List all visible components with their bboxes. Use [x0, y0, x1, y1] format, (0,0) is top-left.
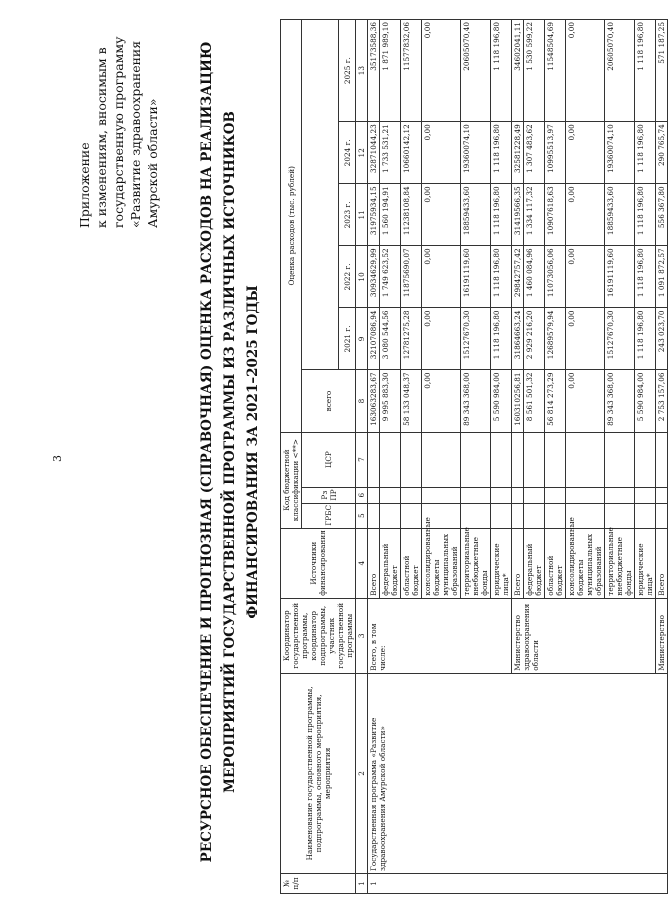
- column-number-cell: 3: [356, 598, 368, 673]
- csr-cell: [380, 432, 401, 487]
- value-cell: 15127670,30: [605, 308, 635, 370]
- coordinator-cell: Министерство: [656, 598, 668, 673]
- rz-cell: [491, 487, 512, 503]
- value-cell: 32107086,94: [368, 308, 380, 370]
- value-cell: 9 995 883,30: [380, 370, 401, 432]
- program-name-cell: Государственная программа «Развитие здравоохранения Амурской области»: [368, 673, 668, 873]
- value-cell: 1 118 196,80: [635, 246, 656, 308]
- rz-cell: [656, 487, 668, 503]
- document-title: [196, 10, 265, 894]
- rz-cell: [524, 487, 545, 503]
- csr-cell: [605, 432, 635, 487]
- value-cell: 3 080 544,56: [380, 308, 401, 370]
- value-cell: 16191119,60: [461, 246, 491, 308]
- column-number-cell: 4: [356, 528, 368, 598]
- value-cell: 31975934,15: [368, 184, 380, 246]
- value-cell: 0,00: [422, 20, 461, 122]
- rz-cell: [380, 487, 401, 503]
- value-cell: 31864663,24: [512, 308, 524, 370]
- coordinator-cell: Министерство здравоохранения области: [512, 598, 656, 673]
- source-cell: территориальные внебюджетные фонды: [605, 528, 635, 598]
- csr-cell: [422, 432, 461, 487]
- column-number-cell: 7: [356, 432, 368, 487]
- header-year: 2022 г.: [339, 246, 356, 308]
- header-coordinator: Координатор государственной программы, координатор подпрограммы, участник государственной программы: [281, 598, 356, 673]
- coordinator-cell: Всего, в том числе:: [368, 598, 512, 673]
- rz-cell: [566, 487, 605, 503]
- value-cell: 32581228,49: [512, 122, 524, 184]
- rz-cell: [368, 487, 380, 503]
- value-cell: 1 118 196,80: [635, 184, 656, 246]
- grbs-cell: [656, 503, 668, 528]
- rz-cell: [635, 487, 656, 503]
- value-cell: 1 118 196,80: [491, 308, 512, 370]
- value-cell: 11548504,69: [545, 20, 566, 122]
- appendix-line: к изменениям, вносимым в: [94, 47, 109, 228]
- value-cell: 1 530 599,22: [524, 20, 545, 122]
- value-cell: 0,00: [422, 370, 461, 432]
- value-cell: 18859433,60: [461, 184, 491, 246]
- appendix-line: государственную программу: [111, 36, 126, 228]
- value-cell: 1 118 196,80: [491, 184, 512, 246]
- value-cell: 556 367,80: [656, 184, 668, 246]
- value-cell: 0,00: [566, 308, 605, 370]
- value-cell: 0,00: [566, 20, 605, 122]
- column-number-cell: 12: [356, 122, 368, 184]
- value-cell: 1 307 483,62: [524, 122, 545, 184]
- value-cell: 8 561 501,32: [524, 370, 545, 432]
- rz-cell: [512, 487, 524, 503]
- value-cell: 290 765,74: [656, 122, 668, 184]
- value-cell: 20605070,40: [461, 20, 491, 122]
- source-cell: федеральный бюджет: [524, 528, 545, 598]
- column-number-cell: 9: [356, 308, 368, 370]
- column-number-cell: 5: [356, 503, 368, 528]
- value-cell: 10660142,12: [401, 122, 422, 184]
- value-cell: 1 871 989,10: [380, 20, 401, 122]
- header-grbs: ГРБС: [302, 503, 356, 528]
- header-rz: Рз ПР: [302, 487, 356, 503]
- rz-cell: [545, 487, 566, 503]
- appendix-line: «Развитие здравоохранения: [128, 40, 143, 228]
- value-cell: 11577832,06: [401, 20, 422, 122]
- appendix-line: Амурской области»: [145, 98, 160, 228]
- value-cell: 29842757,42: [512, 246, 524, 308]
- value-cell: 0,00: [422, 246, 461, 308]
- column-number-cell: 2: [356, 673, 368, 873]
- source-cell: федеральный бюджет: [380, 528, 401, 598]
- value-cell: 1 118 196,80: [635, 122, 656, 184]
- column-number-cell: 8: [356, 370, 368, 432]
- table-row: [368, 20, 380, 894]
- value-cell: 1 334 117,32: [524, 184, 545, 246]
- value-cell: 11238108,84: [401, 184, 422, 246]
- grbs-cell: [512, 503, 524, 528]
- value-cell: 2 753 157,06: [656, 370, 668, 432]
- value-cell: 1 460 084,96: [524, 246, 545, 308]
- source-cell: Всего: [368, 528, 380, 598]
- value-cell: 0,00: [566, 246, 605, 308]
- csr-cell: [461, 432, 491, 487]
- value-cell: 0,00: [566, 370, 605, 432]
- row-num-cell: 1: [368, 873, 668, 893]
- value-cell: 89 343 368,00: [461, 370, 491, 432]
- value-cell: 160310256,81: [512, 370, 524, 432]
- grbs-cell: [491, 503, 512, 528]
- rz-cell: [401, 487, 422, 503]
- column-number-row: [356, 20, 368, 894]
- rz-cell: [422, 487, 461, 503]
- value-cell: 35173588,36: [368, 20, 380, 122]
- value-cell: 0,00: [422, 308, 461, 370]
- value-cell: 163063283,67: [368, 370, 380, 432]
- value-cell: 31419566,35: [512, 184, 524, 246]
- value-cell: 0,00: [566, 184, 605, 246]
- source-cell: консолидированные бюджеты муниципальных образований: [566, 528, 605, 598]
- value-cell: 0,00: [566, 122, 605, 184]
- column-number-cell: 10: [356, 246, 368, 308]
- value-cell: 571 187,25: [656, 20, 668, 122]
- source-cell: территориальные внебюджетные фонды: [461, 528, 491, 598]
- header-year: 2025 г.: [339, 20, 356, 122]
- column-number-cell: 13: [356, 20, 368, 122]
- appendix-line: Приложение: [77, 142, 92, 228]
- source-cell: областной бюджет: [545, 528, 566, 598]
- column-number-cell: 11: [356, 184, 368, 246]
- title-line: ФИНАНСИРОВАНИЯ ЗА 2021–2025 ГОДЫ: [245, 285, 261, 619]
- grbs-cell: [380, 503, 401, 528]
- value-cell: 20605070,40: [605, 20, 635, 122]
- value-cell: 1 749 623,52: [380, 246, 401, 308]
- header-estimate: Оценка расходов (тыс. рублей): [281, 20, 302, 433]
- source-cell: консолидированные бюджеты муниципальных образований: [422, 528, 461, 598]
- value-cell: 11073056,06: [545, 246, 566, 308]
- value-cell: 1 118 196,80: [491, 246, 512, 308]
- header-year: 2023 г.: [339, 184, 356, 246]
- grbs-cell: [461, 503, 491, 528]
- csr-cell: [512, 432, 524, 487]
- source-cell: Всего: [656, 528, 668, 598]
- title-line: МЕРОПРИЯТИЙ ГОСУДАРСТВЕННОЙ ПРОГРАММЫ ИЗ РАЗЛИЧНЫХ ИСТОЧНИКОВ: [222, 111, 238, 793]
- grbs-cell: [635, 503, 656, 528]
- value-cell: 1 091 872,57: [656, 246, 668, 308]
- csr-cell: [401, 432, 422, 487]
- header-num: № п/п: [281, 873, 356, 893]
- source-cell: юридические лица*: [491, 528, 512, 598]
- column-number-cell: 1: [356, 873, 368, 893]
- header-name: Наименование государственной программы, подпрограммы, основного мероприятия, мероприятия: [281, 673, 356, 873]
- value-cell: 56 814 273,29: [545, 370, 566, 432]
- rz-cell: [461, 487, 491, 503]
- header-year: 2021 г.: [339, 308, 356, 370]
- csr-cell: [524, 432, 545, 487]
- source-cell: Всего: [512, 528, 524, 598]
- csr-cell: [635, 432, 656, 487]
- value-cell: 1 560 194,91: [380, 184, 401, 246]
- rz-cell: [605, 487, 635, 503]
- source-cell: юридические лица*: [635, 528, 656, 598]
- csr-cell: [368, 432, 380, 487]
- value-cell: 1 733 531,21: [380, 122, 401, 184]
- csr-cell: [545, 432, 566, 487]
- column-number-cell: 6: [356, 487, 368, 503]
- source-cell: областной бюджет: [401, 528, 422, 598]
- header-csr: ЦСР: [302, 432, 356, 487]
- title-line: РЕСУРСНОЕ ОБЕСПЕЧЕНИЕ И ПРОГНОЗНАЯ (СПРАВОЧНАЯ) ОЦЕНКА РАСХОДОВ НА РЕАЛИЗАЦИЮ: [199, 41, 215, 863]
- grbs-cell: [605, 503, 635, 528]
- header-source: Источники финансирования: [281, 528, 356, 598]
- value-cell: 1 118 196,80: [491, 20, 512, 122]
- page-number: 3: [51, 455, 64, 462]
- value-cell: 0,00: [422, 184, 461, 246]
- grbs-cell: [545, 503, 566, 528]
- value-cell: 2 929 216,20: [524, 308, 545, 370]
- value-cell: 18859433,60: [605, 184, 635, 246]
- csr-cell: [566, 432, 605, 487]
- value-cell: 1 118 196,80: [635, 308, 656, 370]
- value-cell: 16191119,60: [605, 246, 635, 308]
- value-cell: 1 118 196,80: [491, 122, 512, 184]
- value-cell: 34602041,11: [512, 20, 524, 122]
- value-cell: 10907618,63: [545, 184, 566, 246]
- value-cell: 19360074,10: [605, 122, 635, 184]
- value-cell: 12781275,28: [401, 308, 422, 370]
- appendix-note: [76, 37, 161, 228]
- header-years: [302, 20, 339, 371]
- value-cell: 32871044,23: [368, 122, 380, 184]
- value-cell: 30934629,99: [368, 246, 380, 308]
- value-cell: 0,00: [422, 122, 461, 184]
- value-cell: 1 118 196,80: [635, 20, 656, 122]
- grbs-cell: [524, 503, 545, 528]
- value-cell: 10995513,97: [545, 122, 566, 184]
- value-cell: 89 343 368,00: [605, 370, 635, 432]
- header-budget-code: Код бюджетной классификации <**>: [281, 432, 302, 528]
- value-cell: 11875690,07: [401, 246, 422, 308]
- value-cell: 12689579,94: [545, 308, 566, 370]
- csr-cell: [656, 432, 668, 487]
- value-cell: 5 590 984,00: [491, 370, 512, 432]
- grbs-cell: [401, 503, 422, 528]
- value-cell: 243 023,70: [656, 308, 668, 370]
- value-cell: 58 133 048,37: [401, 370, 422, 432]
- header-total: всего: [302, 370, 356, 432]
- header-year: 2024 г.: [339, 122, 356, 184]
- value-cell: 5 590 984,00: [635, 370, 656, 432]
- value-cell: 19360074,10: [461, 122, 491, 184]
- value-cell: 15127670,30: [461, 308, 491, 370]
- csr-cell: [491, 432, 512, 487]
- grbs-cell: [368, 503, 380, 528]
- expenses-table: [280, 19, 668, 894]
